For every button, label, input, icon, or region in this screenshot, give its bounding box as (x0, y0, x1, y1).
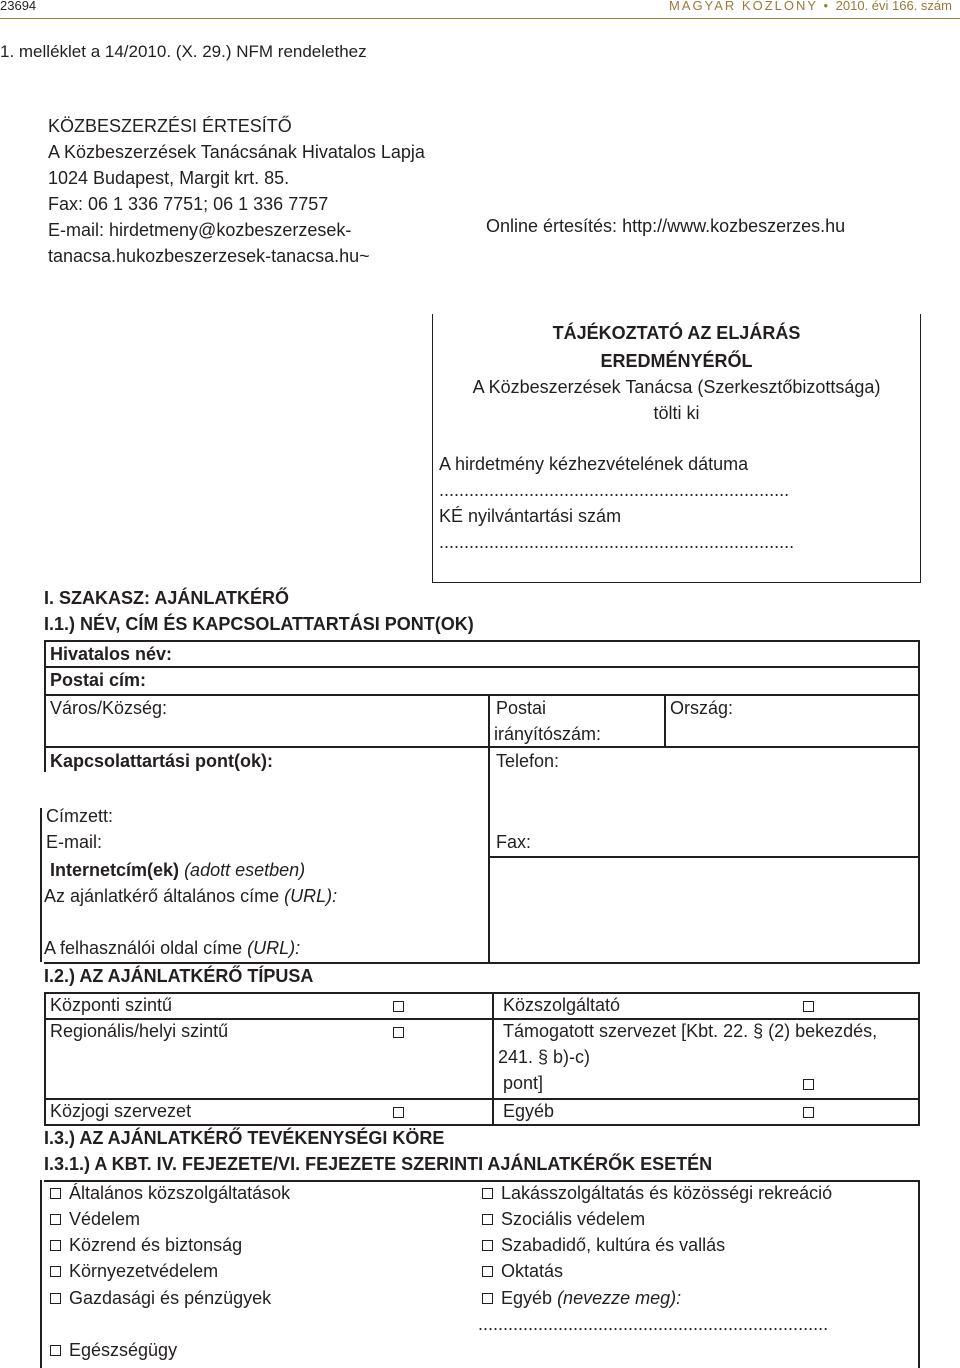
publisher-line: A Közbeszerzések Tanácsának Hivatalos Lapja (48, 142, 425, 162)
editorial-info-box (432, 314, 921, 583)
table-border (40, 1180, 42, 1368)
activity-label: Oktatás (501, 1261, 564, 1281)
activity-checkbox[interactable] (50, 1240, 61, 1251)
activity-label: Lakásszolgáltatás és közösségi rekreáció (501, 1183, 833, 1203)
email-label: E-mail: (46, 832, 103, 852)
activity-option[interactable] (50, 1288, 271, 1309)
header-bullet: • (823, 0, 831, 13)
gazette-header (669, 0, 952, 13)
attention-label: Címzett: (46, 806, 114, 826)
section-1-1-title: I.1.) NÉV, CÍM ÉS KAPCSOLATTARTÁSI PONT(OK) (44, 614, 474, 634)
activity-other-field[interactable]: ...................................................................... (478, 1314, 829, 1334)
registration-number-label: KÉ nyilvántartási szám (439, 506, 622, 526)
activity-option[interactable] (482, 1183, 832, 1204)
table-border (918, 992, 920, 1124)
activity-label: Szabadidő, kultúra és vallás (501, 1235, 726, 1255)
info-title-line-1: TÁJÉKOZTATÓ AZ ELJÁRÁS (552, 323, 801, 343)
fax-label: Fax: (496, 832, 532, 852)
activity-label: Általános közszolgáltatások (69, 1183, 291, 1203)
publisher-line: E-mail: hirdetmeny@kozbeszerzesek- (48, 220, 352, 240)
activity-option[interactable] (50, 1340, 177, 1361)
table-rule (44, 1180, 920, 1182)
section-1-3-1-title: I.3.1.) A KBT. IV. FEJEZETE/VI. FEJEZETE SZERINTI AJÁNLATKÉRŐK ESETÉN (44, 1154, 713, 1174)
activity-option[interactable] (50, 1183, 290, 1204)
activity-option[interactable] (50, 1235, 242, 1256)
activity-checkbox[interactable] (50, 1188, 61, 1199)
activity-label: Egyéb (501, 1288, 553, 1308)
receipt-date-label: A hirdetmény kézhezvételének dátuma (439, 454, 749, 474)
type-regional-checkbox[interactable] (393, 1027, 404, 1038)
type-supported-label-line-2: 241. § b)-c) (498, 1047, 591, 1067)
type-central-checkbox[interactable] (393, 1001, 404, 1012)
table-border (918, 640, 920, 962)
activity-label: Környezetvédelem (69, 1261, 219, 1281)
activity-checkbox[interactable] (482, 1240, 493, 1251)
activity-label: Közrend és biztonság (69, 1235, 243, 1255)
publisher-line: 1024 Budapest, Margit krt. 85. (48, 168, 290, 188)
section-1-title: I. SZAKASZ: AJÁNLATKÉRŐ (44, 588, 289, 608)
activity-checkbox[interactable] (482, 1293, 493, 1304)
postal-address-label: Postai cím: (50, 670, 147, 690)
page-number: 23694 (0, 0, 37, 13)
header-rule (0, 18, 960, 19)
table-border (44, 640, 46, 772)
type-regional-label: Regionális/helyi szintű (50, 1021, 229, 1041)
online-notice-link[interactable]: Online értesítés: http://www.kozbeszerzes.hu (486, 216, 846, 236)
type-supported-checkbox[interactable] (803, 1079, 814, 1090)
activity-label: Szociális védelem (501, 1209, 646, 1229)
activity-checkbox[interactable] (482, 1214, 493, 1225)
type-supported-label-line-3: pont] (503, 1073, 544, 1093)
official-name-label: Hivatalos név: (50, 644, 173, 664)
activity-checkbox[interactable] (50, 1266, 61, 1277)
table-divider (488, 694, 490, 962)
info-subtitle-line-1: A Közbeszerzések Tanácsa (Szerkesztőbizottsága) (472, 377, 881, 397)
info-title-line-2: EREDMÉNYÉRŐL (600, 351, 753, 371)
activity-option[interactable] (482, 1261, 563, 1282)
table-rule (44, 746, 920, 748)
type-central-label: Központi szintű (50, 995, 173, 1015)
table-rule (44, 992, 920, 994)
table-rule (44, 1124, 920, 1126)
publisher-line: Fax: 06 1 336 7751; 06 1 336 7757 (48, 194, 329, 214)
table-rule (44, 1018, 920, 1020)
type-utility-checkbox[interactable] (803, 1001, 814, 1012)
postal-code-label-line-1: Postai (496, 698, 547, 718)
type-utility-label: Közszolgáltató (503, 995, 621, 1015)
city-label: Város/Község: (50, 698, 168, 718)
table-rule (488, 856, 920, 858)
table-rule (44, 666, 920, 668)
internet-addresses-note: (adott esetben) (184, 860, 306, 880)
gazette-issue: 2010. évi 166. szám (835, 0, 952, 13)
type-public-law-checkbox[interactable] (393, 1107, 404, 1118)
table-rule (44, 694, 920, 696)
type-public-law-label: Közjogi szervezet (50, 1101, 192, 1121)
table-divider (664, 694, 666, 746)
internet-addresses-label (50, 860, 305, 881)
table-divider (492, 992, 494, 1124)
section-1-2-title: I.2.) AZ AJÁNLATKÉRŐ TÍPUSA (44, 966, 314, 986)
general-url-main: Az ajánlatkérő általános címe (44, 886, 280, 906)
buyer-profile-note: (URL): (247, 938, 301, 958)
buyer-profile-url-label (44, 938, 300, 959)
activity-label: Védelem (69, 1209, 141, 1229)
table-rule (44, 640, 920, 642)
internet-addresses-main: Internetcím(ek) (50, 860, 180, 880)
table-border (44, 992, 46, 1124)
postal-code-label-line-2: irányítószám: (494, 724, 602, 744)
receipt-date-field[interactable]: ...................................................................... (439, 480, 790, 500)
annex-reference: 1. melléklet a 14/2010. (X. 29.) NFM rendelethez (0, 42, 367, 61)
general-url-note: (URL): (284, 886, 338, 906)
country-label: Ország: (670, 698, 734, 718)
activity-checkbox[interactable] (50, 1214, 61, 1225)
publisher-block (48, 113, 468, 269)
table-rule (44, 1098, 920, 1100)
type-supported-label-line-1: Támogatott szervezet [Kbt. 22. § (2) bekezdés, (503, 1021, 878, 1041)
activity-checkbox[interactable] (482, 1188, 493, 1199)
activity-option[interactable] (482, 1235, 725, 1256)
activity-checkbox[interactable] (50, 1345, 61, 1356)
type-other-label: Egyéb (503, 1101, 555, 1121)
publisher-line: KÖZBESZERZÉSI ÉRTESÍTŐ (48, 116, 292, 136)
general-url-label (44, 886, 337, 907)
activity-option[interactable] (50, 1209, 140, 1230)
table-border (40, 808, 42, 962)
phone-label: Telefon: (496, 751, 560, 771)
activity-checkbox[interactable] (50, 1293, 61, 1304)
activity-option-other[interactable] (482, 1288, 681, 1309)
registration-number-field[interactable]: ....................................................................... (439, 532, 795, 552)
activity-option[interactable] (482, 1209, 645, 1230)
activity-option[interactable] (50, 1261, 218, 1282)
section-1-3-title: I.3.) AZ AJÁNLATKÉRŐ TEVÉKENYSÉGI KÖRE (44, 1128, 445, 1148)
publisher-line: tanacsa.hukozbeszerzesek-tanacsa.hu~ (48, 246, 370, 266)
contact-points-label: Kapcsolattartási pont(ok): (50, 751, 274, 771)
info-subtitle-line-2: tölti ki (653, 403, 700, 423)
activity-label: Gazdasági és pénzügyek (69, 1288, 272, 1308)
table-rule (44, 962, 920, 964)
activity-checkbox[interactable] (482, 1266, 493, 1277)
activity-other-note: (nevezze meg): (557, 1288, 682, 1308)
activity-label: Egészségügy (69, 1340, 178, 1360)
buyer-profile-main: A felhasználói oldal címe (44, 938, 243, 958)
type-other-checkbox[interactable] (803, 1107, 814, 1118)
gazette-name: MAGYAR KÖZLÖNY (668, 0, 818, 13)
table-border (918, 1180, 920, 1368)
